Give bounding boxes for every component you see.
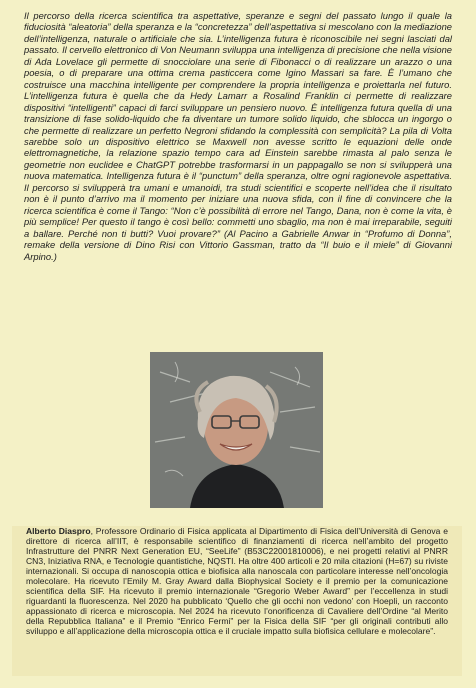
portrait-image — [150, 352, 323, 508]
article-section — [0, 0, 476, 338]
article-text: Il percorso della ricerca scientifica tra aspettative, speranze e segni del passato lungo il quale la fiduciosità “aleatoria” della speranza e la “concretezza” dell’aspettativa si mescolano con la mediazione dell’intelligenza, naturale o artificiale che sia. L’intelligenza futura è riconoscibile nei segni lasciati dal passato. Il cervello elettronico di Von Neumann sviluppa una intelligenza di precisione che nella visione di Ada Lovelace gli permette di snocciolare una serie di Fibonacci o di realizzare un arazzo o una poesia, o di preparare una ottima crema pasticcera come Igino Massari sa fare. È l’umano che costruisce una macchina intelligente per comprendere la propria intelligenza e proiettarla nel futuro. L’intelligenza futura è quella che da Hedy Lamarr a Rosalind Franklin ci permette di realizzare dispositivi “intelligenti” capaci di farci sviluppare un pensiero nuovo. È intelligenza futura quella di una transizione di fase solido-liquido che fa diventare un tumore solido liquido, che sblocca un ingorgo o che permette di realizzare un perfetto Negroni sfidando la complessità con semplicità? La pila di Volta sarebbe solo un dispositivo elettrico se Maxwell non avesse scritto le equazioni delle onde elettromagnetiche, la relazione spazio tempo cara ad Einstein sarebbe rimasta al palo senza le geometrie non euclidee e ChatGPT potrebbe trasformarsi in un pappagallo se non si svilupperà una nuova matematica. Intelligenza futura è il “punctum” della speranza, oltre ogni ragionevole aspettativa. Il percorso si svilupperà tra umani e umanoidi, tra studi scientifici e scoperte nell’idea che il risultato non è il punto d’arrivo ma il momento per iniziare una nuova sfida, con il fine di convincere che la ricerca scientifica è come il Tango: “Non c’è possibilità di errore nel Tango, Dana, non è come la vita, è più semplice! Per questo il tango è così bello: commetti uno sbaglio, ma non è mai irreparabile, seguiti a ballare. Perché non ti butti? Vuoi provare?” (Al Pacino a Gabrielle Anwar in “Profumo di Donna”, remake della versione di Dino Risi con Vittorio Gassman, tratto da “Il buio e il miele” di Giovanni Arpino.) — [24, 10, 452, 262]
bio-text — [12, 526, 462, 637]
author-name: Alberto Diaspro — [26, 526, 91, 536]
author-bio — [12, 526, 462, 676]
bio-description: , Professore Ordinario di Fisica applicata al Dipartimento di Fisica dell’Università di Genova e direttore di ricerca all’IIT, è responsabile scientifico di finanziamenti di ricerca nell’ambito del progetto Infrastrutture del PNRR Next Generation EU, “SeeLife” (B53C22001810006), e nei progetti relativi al PNRR CN3, Iniziativa RNA, e Tecnologie quantistiche, NQSTI. Ha oltre 400 articoli e 20 mila citazioni (H=67) su riviste internazionali. Si occupa di nanoscopia ottica e biofisica alla nanoscala con particolare interesse nell’oncologia molecolare. Ha ricevuto l’Emily M. Gray Award dalla Biophysical Society e il premio per la comunicazione scientifica della SIF. Ha ricevuto il premio internazionale “Gregorio Weber Award” per l’eccellenza in studi riguardanti la fluorescenza. Nel 2020 ha pubblicato ‘Quello che gli occhi non vedono’ con Hoepli, un racconto appassionato di ricerca e microscopia. Nel 2024 ha ricevuto l’onorificenza di Cavaliere dell’Ordine “al Merito della Repubblica Italiana” e il Premio “Enrico Fermi” per la Fisica della SIF “per gli originali contributi allo sviluppo e all’applicazione della microscopia ottica e il cruciale impatto sulla biofisica cellulare e molecolare”. — [26, 526, 448, 637]
author-photo — [150, 352, 323, 508]
